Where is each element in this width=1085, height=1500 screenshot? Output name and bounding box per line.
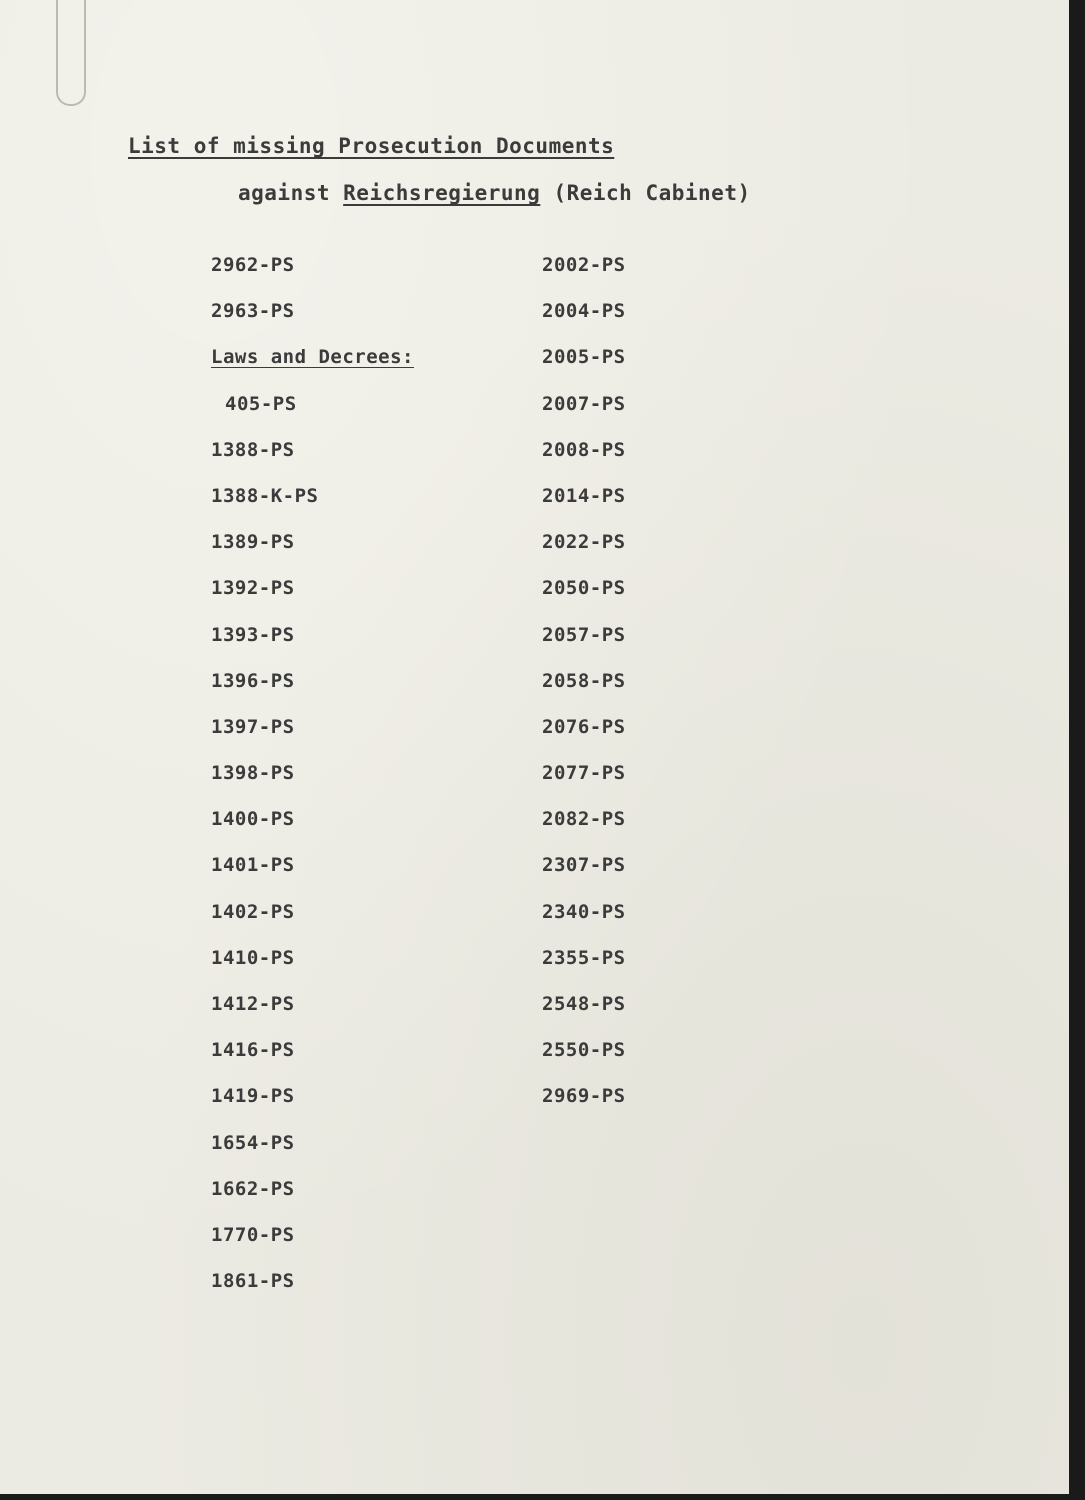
document-number: 1388-PS <box>211 438 295 461</box>
document-number: 1396-PS <box>211 669 295 692</box>
document-number: 2340-PS <box>542 900 626 923</box>
document-title: List of missing Prosecution Documents <box>128 134 615 158</box>
document-number: 1388-K-PS <box>211 484 319 507</box>
document-number: 1412-PS <box>211 993 295 1015</box>
document-number: 2014-PS <box>542 484 626 507</box>
document-number: 405-PS <box>225 392 297 415</box>
document-number: 1397-PS <box>211 715 295 738</box>
document-number: 2969-PS <box>542 1085 626 1108</box>
document-number: 2550-PS <box>542 1039 626 1062</box>
document-number: 1770-PS <box>211 1223 295 1246</box>
document-number: 2962-PS <box>211 254 295 276</box>
document-number: 1861-PS <box>211 1270 295 1293</box>
document-number: 1401-PS <box>211 854 295 877</box>
document-number: 2077-PS <box>542 762 626 785</box>
document-number: 2007-PS <box>542 392 626 415</box>
document-number: 2963-PS <box>211 300 295 323</box>
document-number: 2355-PS <box>542 946 626 969</box>
right-document-list <box>542 250 626 1128</box>
document-number: 1654-PS <box>211 1131 295 1154</box>
document-number: 2004-PS <box>542 300 626 323</box>
document-number: 1410-PS <box>211 946 295 969</box>
document-number: 1389-PS <box>211 531 295 554</box>
subtitle-underlined: Reichsregierung <box>343 181 541 205</box>
document-number: 1398-PS <box>211 762 295 785</box>
section-heading: Laws and Decrees: <box>211 346 414 369</box>
document-number: 2548-PS <box>542 993 626 1015</box>
document-number: 1400-PS <box>211 808 295 831</box>
document-number: 1419-PS <box>211 1085 295 1108</box>
document-number: 2058-PS <box>542 669 626 692</box>
document-number: 2307-PS <box>542 854 626 877</box>
document-number: 1416-PS <box>211 1039 295 1062</box>
scan-edge <box>1069 0 1077 1494</box>
subtitle-prefix: against <box>238 181 344 205</box>
document-number: 1393-PS <box>211 623 295 646</box>
document-number: 1402-PS <box>211 900 295 923</box>
document-number: 2008-PS <box>542 438 626 461</box>
document-subtitle <box>238 181 751 205</box>
staple-mark <box>56 0 86 106</box>
document-number: 2005-PS <box>542 346 626 369</box>
document-number: 2076-PS <box>542 715 626 738</box>
document-number: 2002-PS <box>542 254 626 276</box>
document-number: 1392-PS <box>211 577 295 600</box>
document-number: 2050-PS <box>542 577 626 600</box>
document-number: 2022-PS <box>542 531 626 554</box>
document-number: 2057-PS <box>542 623 626 646</box>
document-number: 2082-PS <box>542 808 626 831</box>
document-number: 1662-PS <box>211 1177 295 1200</box>
subtitle-suffix: (Reich Cabinet) <box>540 181 751 205</box>
left-document-list <box>211 250 414 1312</box>
